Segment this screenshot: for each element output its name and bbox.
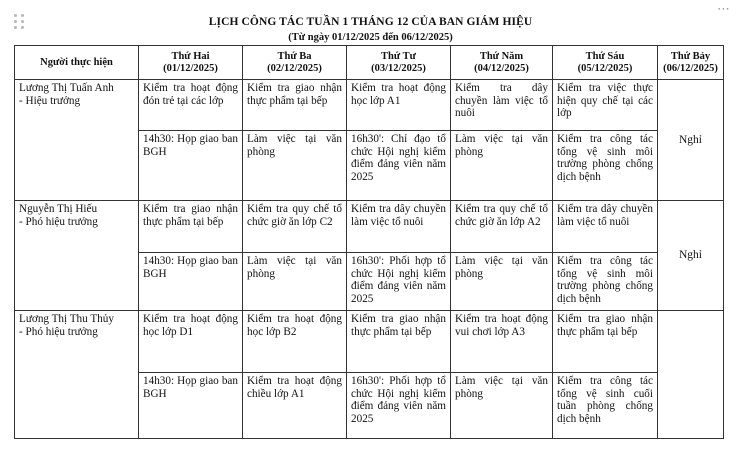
task-cell: 14h30: Họp giao ban BGH bbox=[139, 131, 243, 201]
header-day-sat: Thứ Bảy (06/12/2025) bbox=[658, 46, 724, 80]
task-cell: Kiểm tra hoạt động chiều lớp A1 bbox=[243, 373, 347, 439]
header-row bbox=[15, 46, 724, 80]
task-cell: Kiểm tra dây chuyền làm việc tổ nuôi bbox=[553, 201, 658, 253]
header-day-fri: Thứ Sáu (05/12/2025) bbox=[553, 46, 658, 80]
task-cell: Kiểm tra dây chuyền làm việc tổ nuôi bbox=[347, 201, 451, 253]
person-cell: Nguyễn Thị Hiếu - Phó hiệu trưởng bbox=[15, 201, 139, 311]
schedule-table bbox=[14, 45, 724, 439]
task-cell: Kiểm tra giao nhận thực phẩm tại bếp bbox=[347, 311, 451, 373]
table-row bbox=[15, 80, 724, 131]
task-cell: Kiểm tra việc thực hiện quy chế tại các lớp bbox=[553, 80, 658, 131]
task-cell: Kiểm tra giao nhận thực phẩm tại bếp bbox=[553, 311, 658, 373]
table-row bbox=[15, 311, 724, 373]
task-cell: Kiểm tra hoạt động đón trẻ tại các lớp bbox=[139, 80, 243, 131]
task-cell: Kiểm tra hoạt động học lớp D1 bbox=[139, 311, 243, 373]
saturday-cell: Nghỉ bbox=[658, 80, 724, 201]
task-cell: Kiểm tra giao nhận thực phẩm tại bếp bbox=[139, 201, 243, 253]
task-cell: Kiểm tra công tác tổng vệ sinh môi trường phòng chống dịch bệnh bbox=[553, 253, 658, 311]
task-cell: Kiểm tra hoạt động học lớp A1 bbox=[347, 80, 451, 131]
task-cell: Kiểm tra quy chế tổ chức giờ ăn lớp C2 bbox=[243, 201, 347, 253]
header-day-thu: Thứ Năm (04/12/2025) bbox=[451, 46, 553, 80]
task-cell: Kiểm tra dây chuyền làm việc tổ nuôi bbox=[451, 80, 553, 131]
task-cell: Kiểm tra công tác tổng vệ sinh môi trường phòng chống dịch bệnh bbox=[553, 131, 658, 201]
table-row bbox=[15, 201, 724, 253]
page-title: LỊCH CÔNG TÁC TUẦN 1 THÁNG 12 CỦA BAN GIÁM HIỆU bbox=[208, 16, 533, 28]
task-cell: 16h30': Phối hợp tổ chức Hội nghị kiểm điểm đảng viên năm 2025 bbox=[347, 373, 451, 439]
header-day-tue: Thứ Ba (02/12/2025) bbox=[243, 46, 347, 80]
page-subtitle: (Từ ngày 01/12/2025 đến 06/12/2025) bbox=[288, 32, 453, 43]
task-cell: Kiểm tra hoạt động học lớp B2 bbox=[243, 311, 347, 373]
task-cell: Làm việc tại văn phòng bbox=[243, 253, 347, 311]
header-day-wed: Thứ Tư (03/12/2025) bbox=[347, 46, 451, 80]
saturday-cell: Nghỉ bbox=[658, 201, 724, 311]
task-cell: 14h30: Họp giao ban BGH bbox=[139, 373, 243, 439]
task-cell: Kiểm tra giao nhận thực phẩm tại bếp bbox=[243, 80, 347, 131]
task-cell: Làm việc tại văn phòng bbox=[243, 131, 347, 201]
header-day-mon: Thứ Hai (01/12/2025) bbox=[139, 46, 243, 80]
task-cell: Kiểm tra công tác tổng vệ sinh cuối tuần phòng chống dịch bệnh bbox=[553, 373, 658, 439]
task-cell: Làm việc tại văn phòng bbox=[451, 253, 553, 311]
person-cell: Lương Thị Tuấn Anh - Hiệu trưởng bbox=[15, 80, 139, 201]
task-cell: Kiểm tra quy chế tổ chức giờ ăn lớp A2 bbox=[451, 201, 553, 253]
task-cell: 14h30: Họp giao ban BGH bbox=[139, 253, 243, 311]
task-cell: Kiểm tra hoạt động vui chơi lớp A3 bbox=[451, 311, 553, 373]
task-cell: 16h30': Phối hợp tổ chức Hội nghị kiểm điểm đảng viên năm 2025 bbox=[347, 253, 451, 311]
saturday-cell bbox=[658, 311, 724, 439]
header-person: Người thực hiện bbox=[15, 46, 139, 80]
task-cell: Làm việc tại văn phòng bbox=[451, 373, 553, 439]
more-dots-icon[interactable]: ⋯ bbox=[717, 2, 731, 17]
person-cell: Lương Thị Thu Thủy - Phó hiệu trưởng bbox=[15, 311, 139, 439]
task-cell: Làm việc tại văn phòng bbox=[451, 131, 553, 201]
task-cell: 16h30': Chỉ đạo tổ chức Hội nghị kiểm điểm đảng viên năm 2025 bbox=[347, 131, 451, 201]
